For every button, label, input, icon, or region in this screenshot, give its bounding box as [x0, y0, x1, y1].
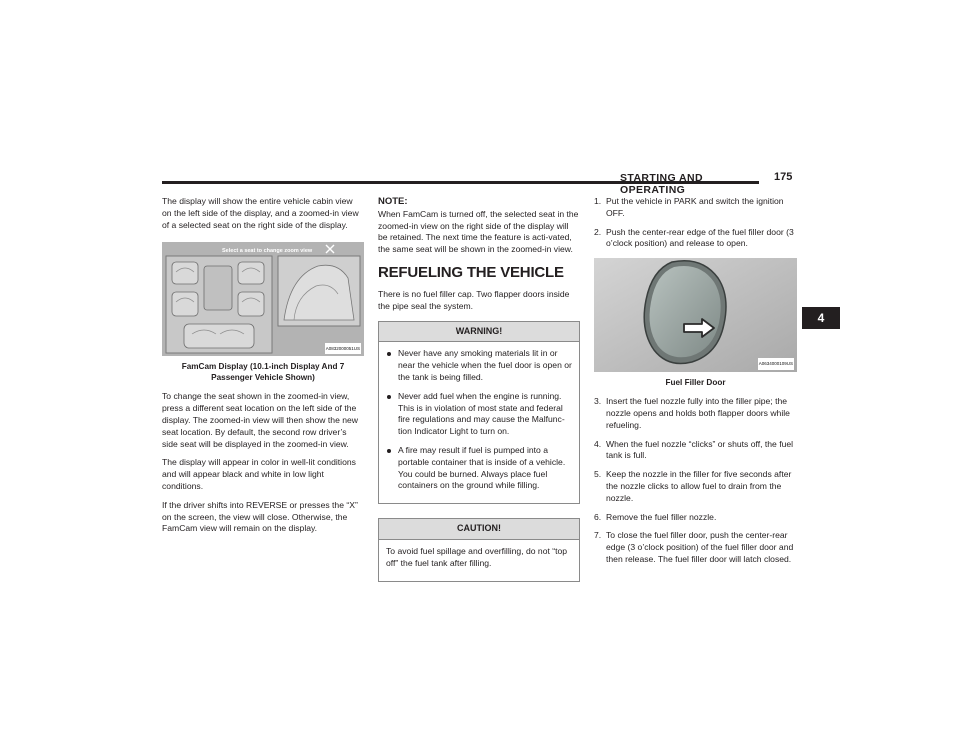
step-text: Put the vehicle in PARK and switch the ignition OFF.	[606, 196, 784, 218]
step-number: 3.	[594, 396, 602, 407]
famcam-display-illustration	[162, 242, 364, 356]
warning-item	[386, 445, 572, 492]
column-3	[594, 196, 797, 573]
column-1	[162, 196, 364, 542]
warning-item	[386, 391, 572, 438]
step-number: 4.	[594, 438, 602, 449]
step-item	[594, 530, 797, 565]
step-number: 1.	[594, 196, 602, 206]
step-number: 7.	[594, 530, 602, 541]
step-item	[594, 469, 797, 504]
section-intro: There is no fuel filler cap. Two flapper doors inside the pipe seal the system.	[378, 288, 570, 311]
step-item	[594, 396, 797, 431]
step-text: When the fuel nozzle “clicks” or shuts off, the fuel tank is full.	[606, 438, 794, 461]
step-text: Keep the nozzle in the filler for five seconds after the nozzle clicks to allow fuel to drain from the nozzle.	[606, 469, 792, 503]
column-2	[378, 196, 580, 596]
figure-banner-text: Select a seat to change zoom view	[222, 248, 313, 255]
famcam-display-figure	[162, 242, 364, 356]
figure-caption: FamCam Display (10.1-inch Display And 7 Passenger Vehicle Shown)	[181, 362, 345, 383]
step-number: 2.	[594, 226, 602, 237]
bullet-icon	[387, 449, 391, 453]
step-number: 6.	[594, 511, 602, 522]
step-item	[594, 512, 797, 524]
running-header-section: STARTING AND OPERATING	[620, 172, 703, 196]
chapter-tab: 4	[802, 307, 840, 329]
intro-paragraph: The display will show the entire vehicle cabin view on the left side of the display, and a zoomed-in view of a selected seat on the right side of the display.	[162, 196, 359, 230]
section-title: REFUELING THE VEHICLE	[378, 263, 564, 281]
caution-title: CAUTION!	[379, 519, 579, 540]
figure-code: A0832000051US	[325, 343, 361, 355]
step-text: To close the fuel filler door, push the center-rear edge (3 o’clock position) of the fuel filler door and then release. The fuel filler door will latch closed.	[606, 530, 794, 564]
page-number: 175	[774, 171, 793, 183]
figure-code: A0634000109US	[758, 358, 794, 370]
fuel-filler-door-illustration	[594, 258, 797, 372]
caution-text: To avoid fuel spillage and overfilling, do not “top off” the fuel tank after filling.	[386, 545, 568, 568]
warning-title: WARNING!	[379, 322, 579, 343]
step-item	[594, 227, 797, 251]
paragraph: The display will appear in color in well-lit conditions and will appear black and white in low light conditions.	[162, 457, 356, 491]
bullet-icon	[387, 352, 391, 356]
bullet-icon	[387, 395, 391, 399]
fuel-filler-door-figure	[594, 258, 797, 372]
figure-caption: Fuel Filler Door	[665, 378, 726, 388]
caution-box	[378, 518, 580, 581]
note-label: NOTE:	[378, 196, 408, 207]
note-text: When FamCam is turned off, the selected seat in the zoomed-in view on the right side of the display will be retained. The next time the feature is acti-vated, the same seat will be shown in the zoomed-in view.	[378, 208, 579, 255]
step-text: Remove the fuel filler nozzle.	[606, 511, 717, 522]
warning-item-text: Never have any smoking materials lit in or near the vehicle when the fuel door is open or the tank is being filled.	[398, 348, 572, 382]
step-number: 5.	[594, 469, 602, 480]
warning-item-text: Never add fuel when the engine is running. This is in violation of most state and federal fire regulations and may cause the Malfunc-tion Indicator Light to turn on.	[398, 390, 565, 437]
warning-item	[386, 348, 572, 383]
step-text: Push the center-rear edge of the fuel filler door (3 o’clock position) and release to open.	[606, 226, 794, 249]
step-item	[594, 196, 797, 220]
step-item	[594, 439, 797, 463]
step-text: Insert the fuel nozzle fully into the filler pipe; the nozzle opens and holds both flapper doors while refueling.	[606, 396, 790, 430]
paragraph: To change the seat shown in the zoomed-in view, press a different seat location on the left side of the display. The zoomed-in view will then show the new seat location. By default, the second row driver’s side seat will be displayed in the zoomed-in view.	[162, 391, 359, 449]
warning-box	[378, 321, 580, 505]
warning-item-text: A fire may result if fuel is pumped into a portable container that is inside of a vehicle. You could be burned. Always place fuel containers on the ground while filling.	[398, 444, 566, 491]
paragraph: If the driver shifts into REVERSE or presses the “X” on the screen, the view will close. Otherwise, the FamCam view will remain on the display.	[162, 499, 358, 534]
